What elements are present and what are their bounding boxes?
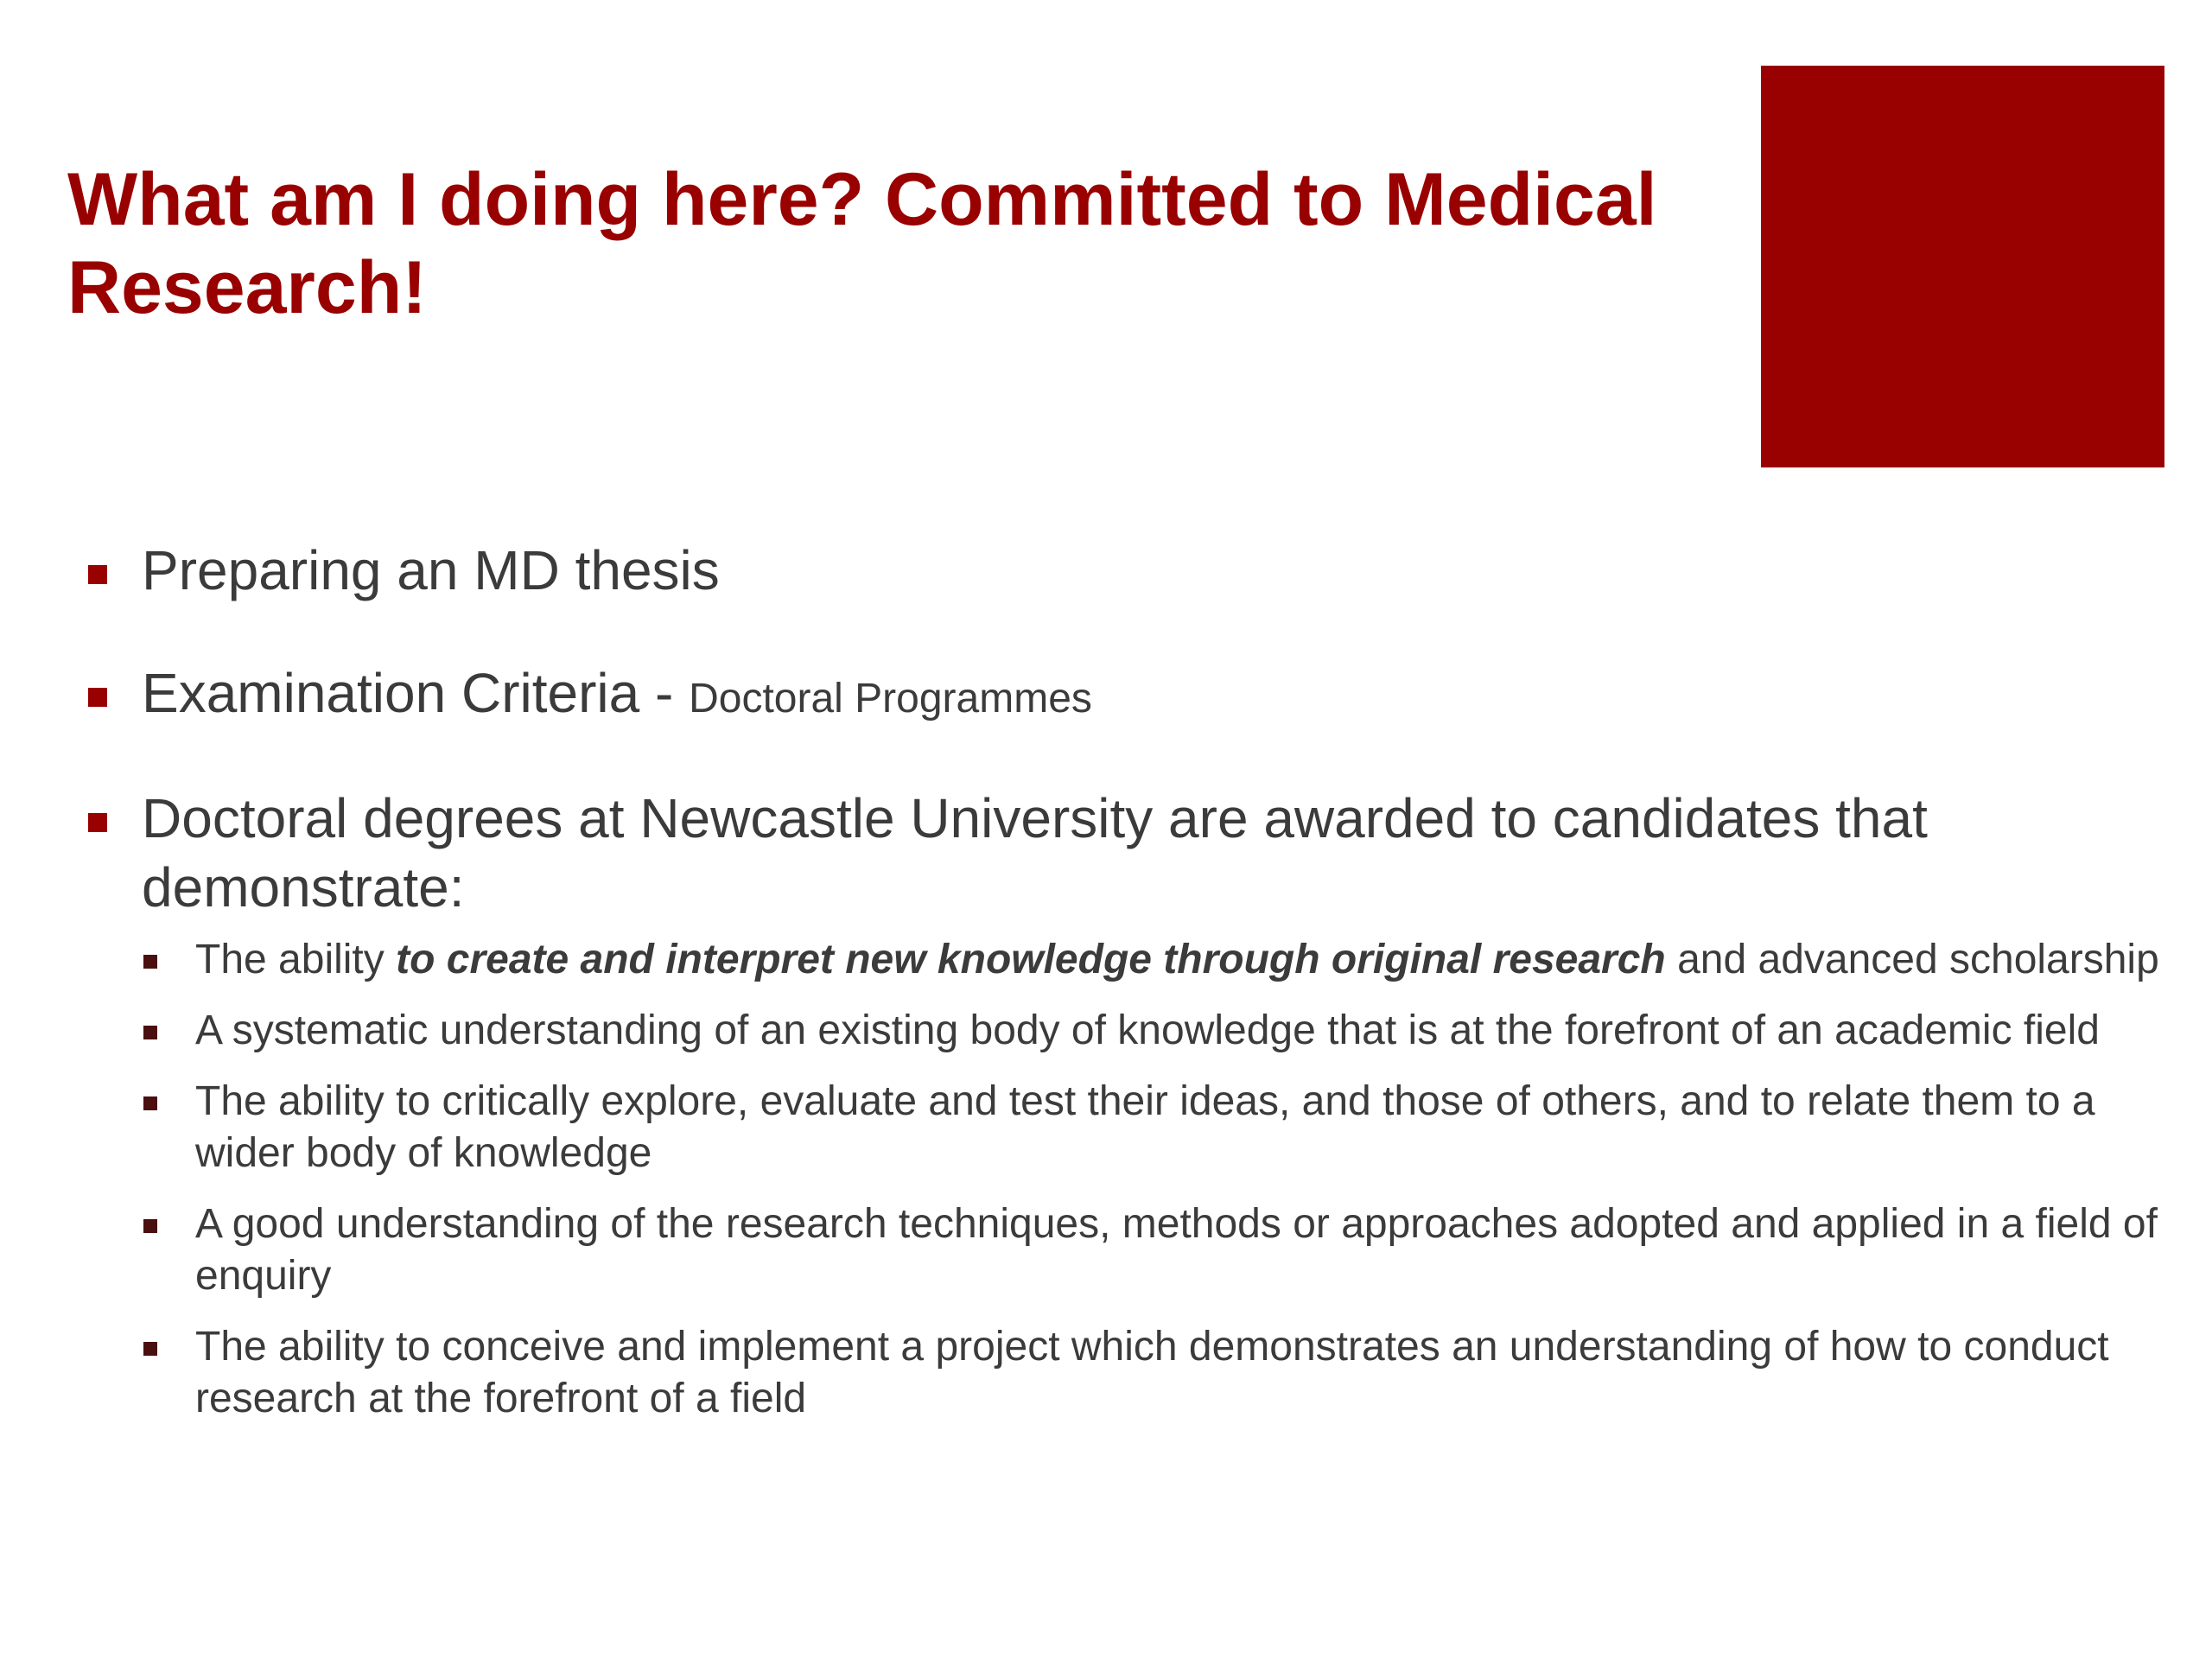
slide-content — [86, 536, 2160, 1444]
square-bullet-icon — [143, 955, 157, 969]
sub-bullet-text: The ability to critically explore, evaluate and test their ideas, and those of others, and to relate them to a wider body of knowledge — [195, 1078, 2095, 1176]
square-bullet-icon — [88, 688, 107, 707]
bullet-suffix: Doctoral Programmes — [689, 676, 1092, 721]
sub-bullet-text: A good understanding of the research techniques, methods or approaches adopted and applied in a field of enquiry — [195, 1201, 2158, 1299]
bullet-item — [86, 784, 2160, 922]
square-bullet-icon — [143, 1096, 157, 1110]
slide-title: What am I doing here? Committed to Medical Research! — [67, 158, 1657, 329]
sub-bullet-item — [142, 1005, 2160, 1057]
square-bullet-icon — [143, 1219, 157, 1233]
bullet-item — [86, 536, 2160, 605]
bullet-text: Preparing an MD thesis — [142, 539, 720, 601]
sub-bullet-item — [142, 934, 2160, 986]
square-bullet-icon — [143, 1342, 157, 1356]
sub-bullet-text: The ability to conceive and implement a project which demonstrates an understanding of how to conduct research at the forefront of a field — [195, 1324, 2109, 1421]
bullet-item — [86, 658, 2160, 734]
sub-bullet-list — [86, 934, 2160, 1425]
sub-bullet-text: A systematic understanding of an existing body of knowledge that is at the forefront of an academic field — [195, 1007, 2100, 1053]
bullet-text: Doctoral degrees at Newcastle University are awarded to candidates that demonstrate: — [142, 787, 1928, 918]
sub-bullet-text: The ability — [195, 937, 397, 982]
accent-block — [1761, 66, 2164, 467]
square-bullet-icon — [143, 1026, 157, 1039]
square-bullet-icon — [88, 813, 107, 832]
sub-bullet-item — [142, 1198, 2160, 1302]
bullet-text: Examination Criteria - — [142, 662, 690, 724]
sub-bullet-item — [142, 1076, 2160, 1179]
square-bullet-icon — [88, 565, 107, 584]
sub-bullet-item — [142, 1321, 2160, 1425]
sub-bullet-text: and advanced scholarship — [1665, 937, 2159, 982]
sub-bullet-emphasis: to create and interpret new knowledge through original research — [396, 937, 1666, 982]
